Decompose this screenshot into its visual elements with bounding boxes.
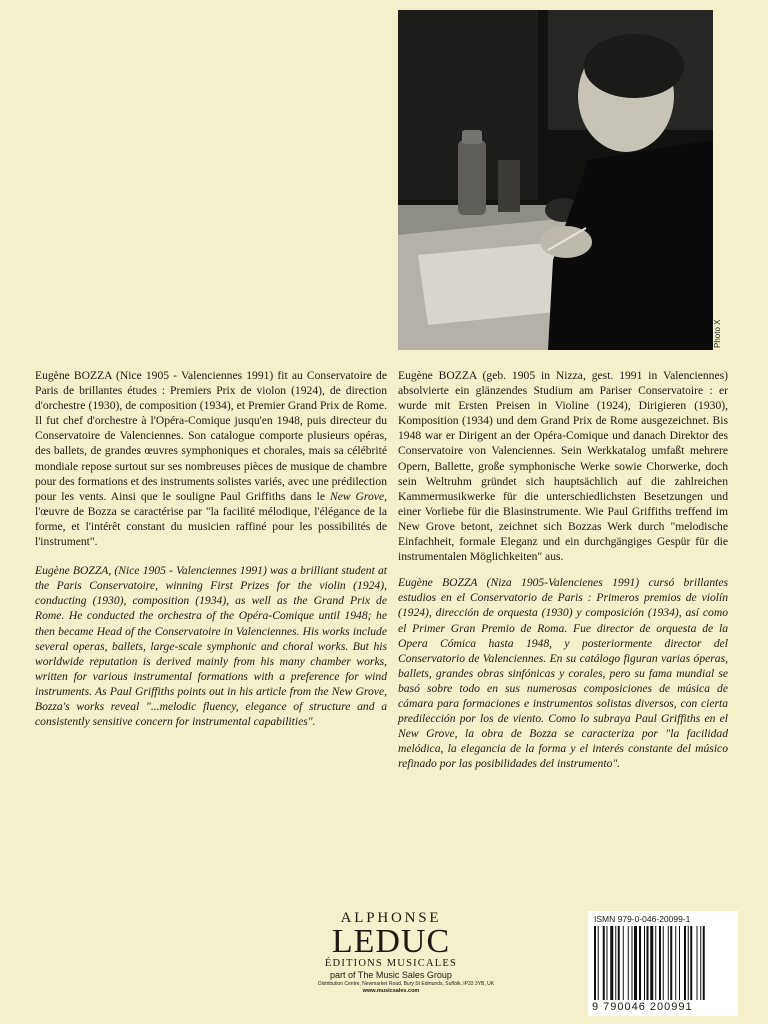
photo-credit: Photo X	[713, 319, 722, 348]
ismn-label: ISMN 979-0-046-20099-1	[594, 914, 691, 924]
composer-photo	[398, 10, 713, 350]
french-text-part-2: , l'œuvre de Bozza se caractérise par "la facilité mélodique, l'élégance de la forme, et l'intérêt constant du musicien raffiné pour les possibilités de l'instrument".	[35, 489, 387, 549]
left-column	[35, 368, 387, 729]
barcode-icon	[592, 926, 734, 1000]
publisher-alphonse: ALPHONSE	[340, 910, 442, 926]
barcode-number: 9 790046 200991	[592, 1001, 693, 1013]
composer-photo-image	[398, 10, 713, 350]
right-column	[398, 368, 728, 771]
spanish-biography: Eugène BOZZA (Niza 1905-Valencienes 1991) cursó brillantes estudios en el Conservatorio de Paris : Primeros premios de violín (1924), dirección de orquesta (1930) y composición (1934), así como el Primer Gran Premio de Roma. Fue director de orquesta de la Opera Cómica hasta 1948, y posteriormente director del Conservatorio de Valenciennes. En su catálogo figuran varias óperas, ballets, grandes obras sinfónicas y corales, pero su fama mundial se basó sobre todo en sus numerosas composiciones de música de cámara para formaciones e instrumentos solistas diversos, con cierta predilección por los de viento. Como lo subraya Paul Griffiths en el New Grove, la obra de Bozza se caracteriza por "la facilidad melódica, la elegancia de la forma y el interés constante del músico refinado por las posibilidades del instrumento".	[398, 576, 728, 771]
barcode-block	[588, 911, 738, 1016]
publisher-group: part of The Music Sales Group	[330, 970, 452, 980]
publisher-editions: ÉDITIONS MUSICALES	[324, 958, 458, 969]
publisher-website: www.musicsales.com	[362, 988, 420, 994]
french-text-new-grove: New Grove	[329, 489, 385, 503]
publisher-leduc: LEDUC	[331, 923, 451, 960]
publisher-address: Distribution Centre, Newmarket Road, Bury St Edmunds, Suffolk, IP33 3YB, UK	[318, 981, 495, 987]
german-biography: Eugène BOZZA (geb. 1905 in Nizza, gest. 1991 in Valenciennes) absolvierte ein glänzendes Studium am Pariser Conservatoire : er wurde mit Ersten Preisen in Violine (1924), Dirigieren (1930), Komposition (1934) und dem Grand Prix de Rome ausgezeichnet. Bis 1948 war er Dirigent an der Opéra-Comique und danach Direktor des Conservatoire von Valenciennes. Sein Werkkatalog umfaßt mehrere Opern, Ballette, große symphonische Werke sowie Chorwerke, doch sein Weltruhm gründet sich hauptsächlich auf die zahlreichen Kammermusikwerke für die unterschiedlichsten Besetzungen und einer Vorliebe für die Blasinstrumente. Wie Paul Griffiths treffend im New Grove betont, zeichnet sich Bozzas Werk durch "melodische Einfachheit, formale Eleganz und ein durchgängiges Gespür für die instrumentalen Möglichkeiten" aus.	[398, 369, 728, 564]
english-biography: Eugène BOZZA, (Nice 1905 - Valenciennes 1991) was a brilliant student at the Paris Conservatoire, winning First Prizes for the violin (1924), conducting (1930), composition (1934), as well as the Grand Prix de Rome. He conducted the orchestra of the Opéra-Comique until 1948; he then became Head of the Conservatoire in Valenciennes. His works include several operas, ballets, large-scale symphonic and choral works. But his worldwide reputation is derived mainly from his many chamber works, written for various instrumental formations with a preference for wind instruments. As Paul Griffiths points out in his article from the New Grove, Bozza's works reveal "...melodic fluency, elegance of structure and a consistently sensitive concern for instrumental capabilities".	[35, 564, 387, 729]
french-text-part-1: Eugène BOZZA (Nice 1905 - Valenciennes 1991) fit au Conservatoire de Paris de brillantes études : Premiers Prix de violon (1924), de direction d'orchestre (1930), de composition (1934), et Premier Grand Prix de Rome. Il fut chef d'orchestre à l'Opéra-Comique jusqu'en 1948, puis directeur du Conservatoire de Valenciennes. Son catalogue comporte plusieurs opéras, des ballets, de grandes œuvres symphoniques et chorales, mais sa célébrité mondiale repose surtout sur ses nombreuses pièces de musique de chambre pour des formations et des instruments solistes variés, avec une prédilection pour les vents. Ainsi que le souligne Paul Griffiths dans le	[35, 369, 387, 503]
publisher-logo	[318, 910, 495, 995]
french-biography	[35, 368, 387, 549]
